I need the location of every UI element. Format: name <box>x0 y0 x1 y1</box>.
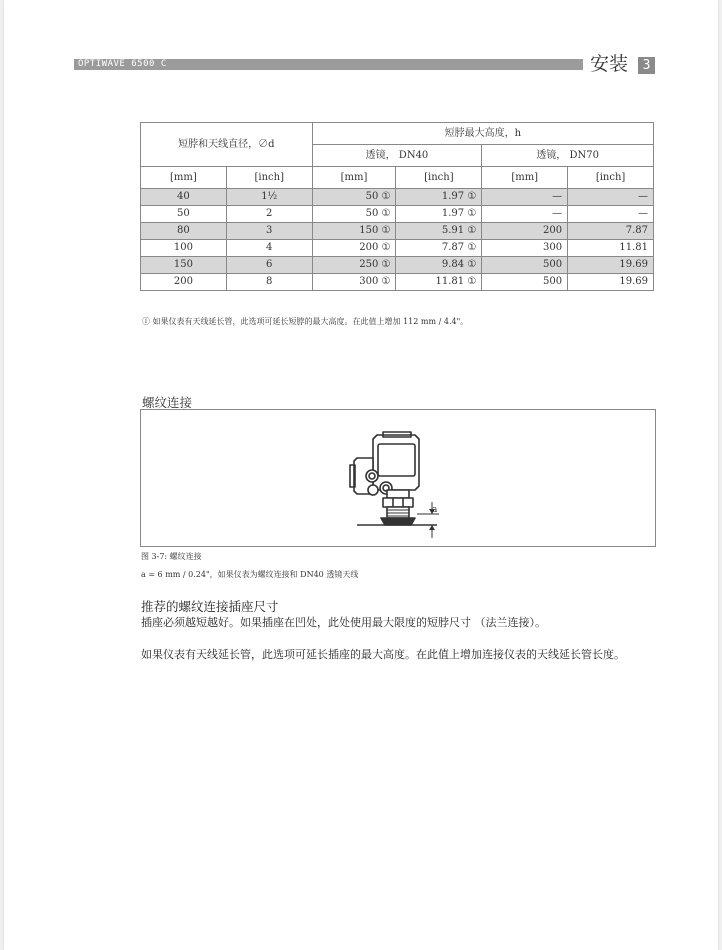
unit-cell: [inch] <box>396 167 482 189</box>
table-cell: 150 <box>141 257 227 274</box>
table-cell: 300 <box>482 240 568 257</box>
table-row <box>141 223 654 240</box>
table-cell: 100 <box>141 240 227 257</box>
table-cell: 9.84 ① <box>396 257 482 274</box>
threaded-connection-drawing <box>141 410 655 546</box>
table-row <box>141 189 654 206</box>
table-row <box>141 240 654 257</box>
table-cell: 3 <box>226 223 312 240</box>
table-cell: 7.87 <box>568 223 654 240</box>
figure-note: a = 6 mm / 0.24"，如果仪表为螺纹连接和 DN40 透镜天线 <box>141 570 359 579</box>
table-cell: 19.69 <box>568 257 654 274</box>
table-cell: 200 <box>141 274 227 291</box>
table-cell: 7.87 ① <box>396 240 482 257</box>
table-cell: — <box>568 189 654 206</box>
table-cell: 1½ <box>226 189 312 206</box>
table-cell: 5.91 ① <box>396 223 482 240</box>
unit-cell: [mm] <box>312 167 396 189</box>
header-section-title: 安装 <box>590 53 629 75</box>
table-header-max-height: 短脖最大高度，h <box>312 123 653 145</box>
figure-caption: 图 3-7: 螺纹连接 <box>141 552 202 561</box>
table-row <box>141 257 654 274</box>
table-cell: 500 <box>482 274 568 291</box>
table-header-diameter: 短脖和天线直径，∅d <box>141 123 313 167</box>
header-product-name: OPTIWAVE 6500 C <box>78 59 167 69</box>
figure-section-title: 螺纹连接 <box>142 395 193 410</box>
table-cell: 200 ① <box>312 240 396 257</box>
table-cell: — <box>482 206 568 223</box>
table-cell: — <box>482 189 568 206</box>
section-subtitle: 推荐的螺纹连接插座尺寸 <box>141 599 279 614</box>
table-cell: 40 <box>141 189 227 206</box>
table-cell: 1.97 ① <box>396 189 482 206</box>
dimension-label: a <box>432 505 438 515</box>
table-cell: 11.81 <box>568 240 654 257</box>
table-cell: 80 <box>141 223 227 240</box>
table-cell: 2 <box>226 206 312 223</box>
table-cell: 11.81 ① <box>396 274 482 291</box>
table-row <box>141 274 654 291</box>
table-cell: 6 <box>226 257 312 274</box>
table-row <box>141 206 654 223</box>
table-footnote: ① 如果仪表有天线延长管，此选项可延长短脖的最大高度。在此值上增加 112 mm / 4.4"。 <box>142 317 469 326</box>
table-cell: 19.69 <box>568 274 654 291</box>
table-cell: 500 <box>482 257 568 274</box>
paragraph-2: 如果仪表有天线延长管，此选项可延长插座的最大高度。在此值上增加连接仪表的天线延长管长度。 <box>141 648 625 661</box>
table-cell: — <box>568 206 654 223</box>
table-cell: 50 <box>141 206 227 223</box>
nozzle-height-table <box>140 122 654 291</box>
header-section-number: 3 <box>638 57 655 74</box>
unit-cell: [inch] <box>226 167 312 189</box>
table-cell: 50 ① <box>312 206 396 223</box>
document-page <box>4 0 718 950</box>
unit-cell: [mm] <box>482 167 568 189</box>
figure-frame <box>140 409 656 547</box>
table-cell: 300 ① <box>312 274 396 291</box>
table-cell: 150 ① <box>312 223 396 240</box>
table-cell: 8 <box>226 274 312 291</box>
unit-cell: [mm] <box>141 167 227 189</box>
paragraph-1: 插座必须越短越好。如果插座在凹处，此处使用最大限度的短脖尺寸 （法兰连接）。 <box>141 616 546 629</box>
table-units-row <box>141 167 654 189</box>
table-cell: 4 <box>226 240 312 257</box>
header-bar <box>74 59 583 70</box>
table-header-dn70: 透镜， DN70 <box>482 145 654 167</box>
unit-cell: [inch] <box>568 167 654 189</box>
table-cell: 200 <box>482 223 568 240</box>
table-cell: 1.97 ① <box>396 206 482 223</box>
table-cell: 250 ① <box>312 257 396 274</box>
table-header-dn40: 透镜， DN40 <box>312 145 482 167</box>
table-cell: 50 ① <box>312 189 396 206</box>
